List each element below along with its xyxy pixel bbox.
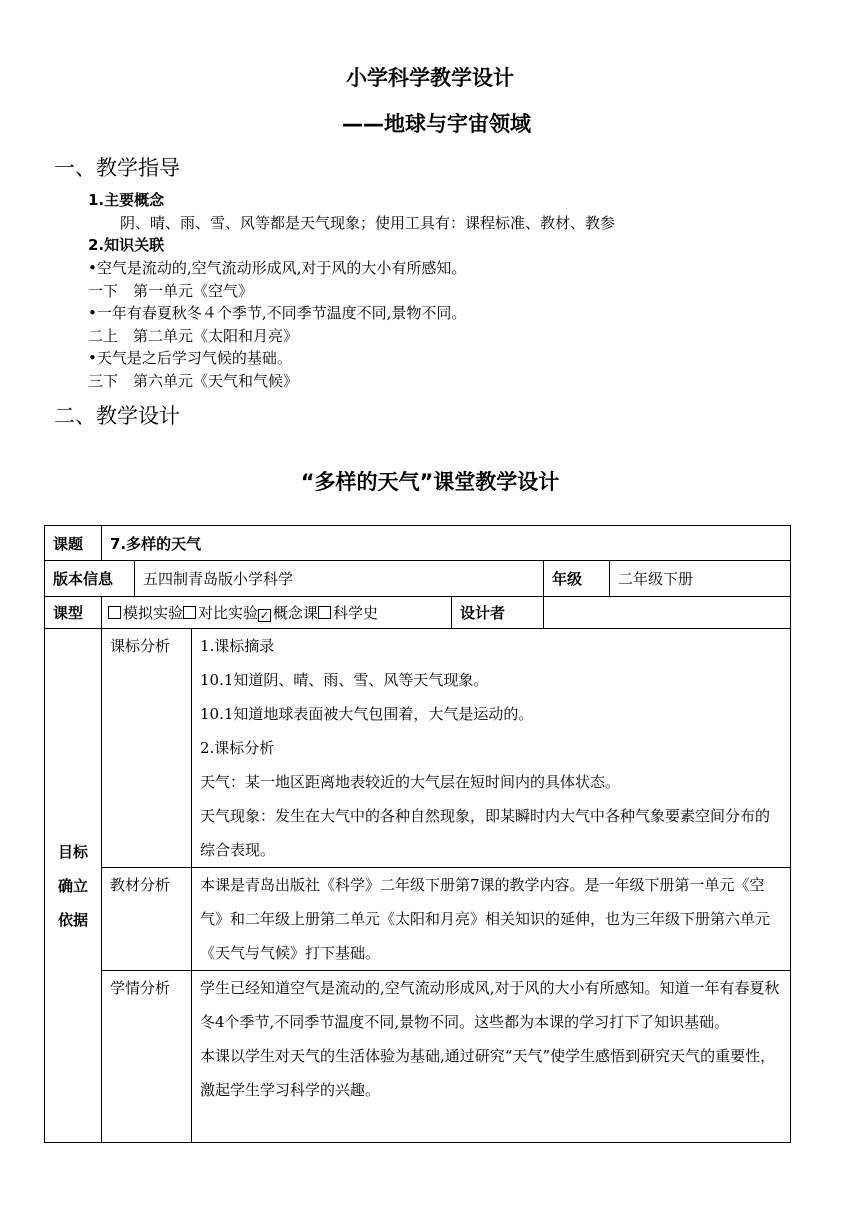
type-label: 课型 xyxy=(45,597,102,629)
lesson-value: 7.多样的天气 xyxy=(102,526,791,561)
knowledge-line: •一年有春夏秋冬４个季节,不同季节温度不同,景物不同。 xyxy=(88,304,467,322)
knowledge-line: 二上 第二单元《太阳和月亮》 xyxy=(88,327,299,345)
version-value: 五四制青岛版小学科学 xyxy=(135,561,544,597)
section-heading-guidance: 一、教学指导 xyxy=(54,156,180,180)
textbook-label: 教材分析 xyxy=(102,868,192,971)
concept-title: 1.主要概念 xyxy=(88,191,165,209)
knowledge-line: •天气是之后学习气候的基础。 xyxy=(88,349,292,367)
type-options xyxy=(102,597,452,629)
version-label: 版本信息 xyxy=(45,561,135,597)
checkbox-option[interactable]: 模拟实验 xyxy=(108,604,183,622)
document-subtitle: ——地球与宇宙领域 xyxy=(342,112,531,136)
section-heading-design: 二、教学设计 xyxy=(54,404,180,428)
lesson-label: 课题 xyxy=(45,526,102,561)
designer-label: 设计者 xyxy=(452,597,544,629)
grade-label: 年级 xyxy=(544,561,610,597)
design-table-title: “多样的天气”课堂教学设计 xyxy=(300,470,560,494)
student-content: 学生已经知道空气是流动的,空气流动形成风,对于风的大小有所感知。知道一年有春夏秋冬4个季节,不同季节温度不同,景物不同。这些都为本课的学习打下了知识基础。 本课以学生对天气的生活体验为基础,通过研究“天气”使学生感悟到研究天气的重要性，激起学生学习科学的兴趣。 xyxy=(192,971,791,1143)
checkbox-option[interactable]: 对比实验 xyxy=(183,604,258,622)
basis-label: 目标 确立 依据 xyxy=(45,629,102,1143)
grade-value: 二年级下册 xyxy=(610,561,791,597)
lesson-design-table xyxy=(44,525,791,1143)
knowledge-line: 三下 第六单元《天气和气候》 xyxy=(88,372,299,390)
knowledge-title: 2.知识关联 xyxy=(88,236,165,254)
curriculum-content: 1.课标摘录 10.1知道阴、晴、雨、雪、风等天气现象。 10.1知道地球表面被大气包围着，大气是运动的。 2.课标分析 天气：某一地区距离地表较近的大气层在短时间内的具体状态。 天气现象：发生在大气中的各种自然现象，即某瞬时内大气中各种气象要素空间分布的综合表现。 xyxy=(192,629,791,868)
curriculum-label: 课标分析 xyxy=(102,629,192,868)
designer-value[interactable] xyxy=(544,597,791,629)
textbook-content: 本课是青岛出版社《科学》二年级下册第7课的教学内容。是一年级下册第一单元《空气》和二年级上册第二单元《太阳和月亮》相关知识的延伸，也为三年级下册第六单元《天气与气候》打下基础。 xyxy=(192,868,791,971)
checkbox-option[interactable]: 科学史 xyxy=(318,604,378,622)
knowledge-line: •空气是流动的,空气流动形成风,对于风的大小有所感知。 xyxy=(88,259,467,277)
checkbox-empty-icon xyxy=(318,606,331,619)
student-label: 学情分析 xyxy=(102,971,192,1143)
checkbox-empty-icon xyxy=(108,606,121,619)
concept-text: 阴、晴、雨、雪、风等都是天气现象；使用工具有：课程标准、教材、教参 xyxy=(120,214,616,232)
document-title: 小学科学教学设计 xyxy=(346,66,514,90)
checkbox-empty-icon xyxy=(183,606,196,619)
checkbox-checked-icon: ✓ xyxy=(259,609,270,622)
checkbox-option[interactable]: ✓ 概念课 xyxy=(259,604,319,622)
knowledge-line: 一下 第一单元《空气》 xyxy=(88,282,254,300)
